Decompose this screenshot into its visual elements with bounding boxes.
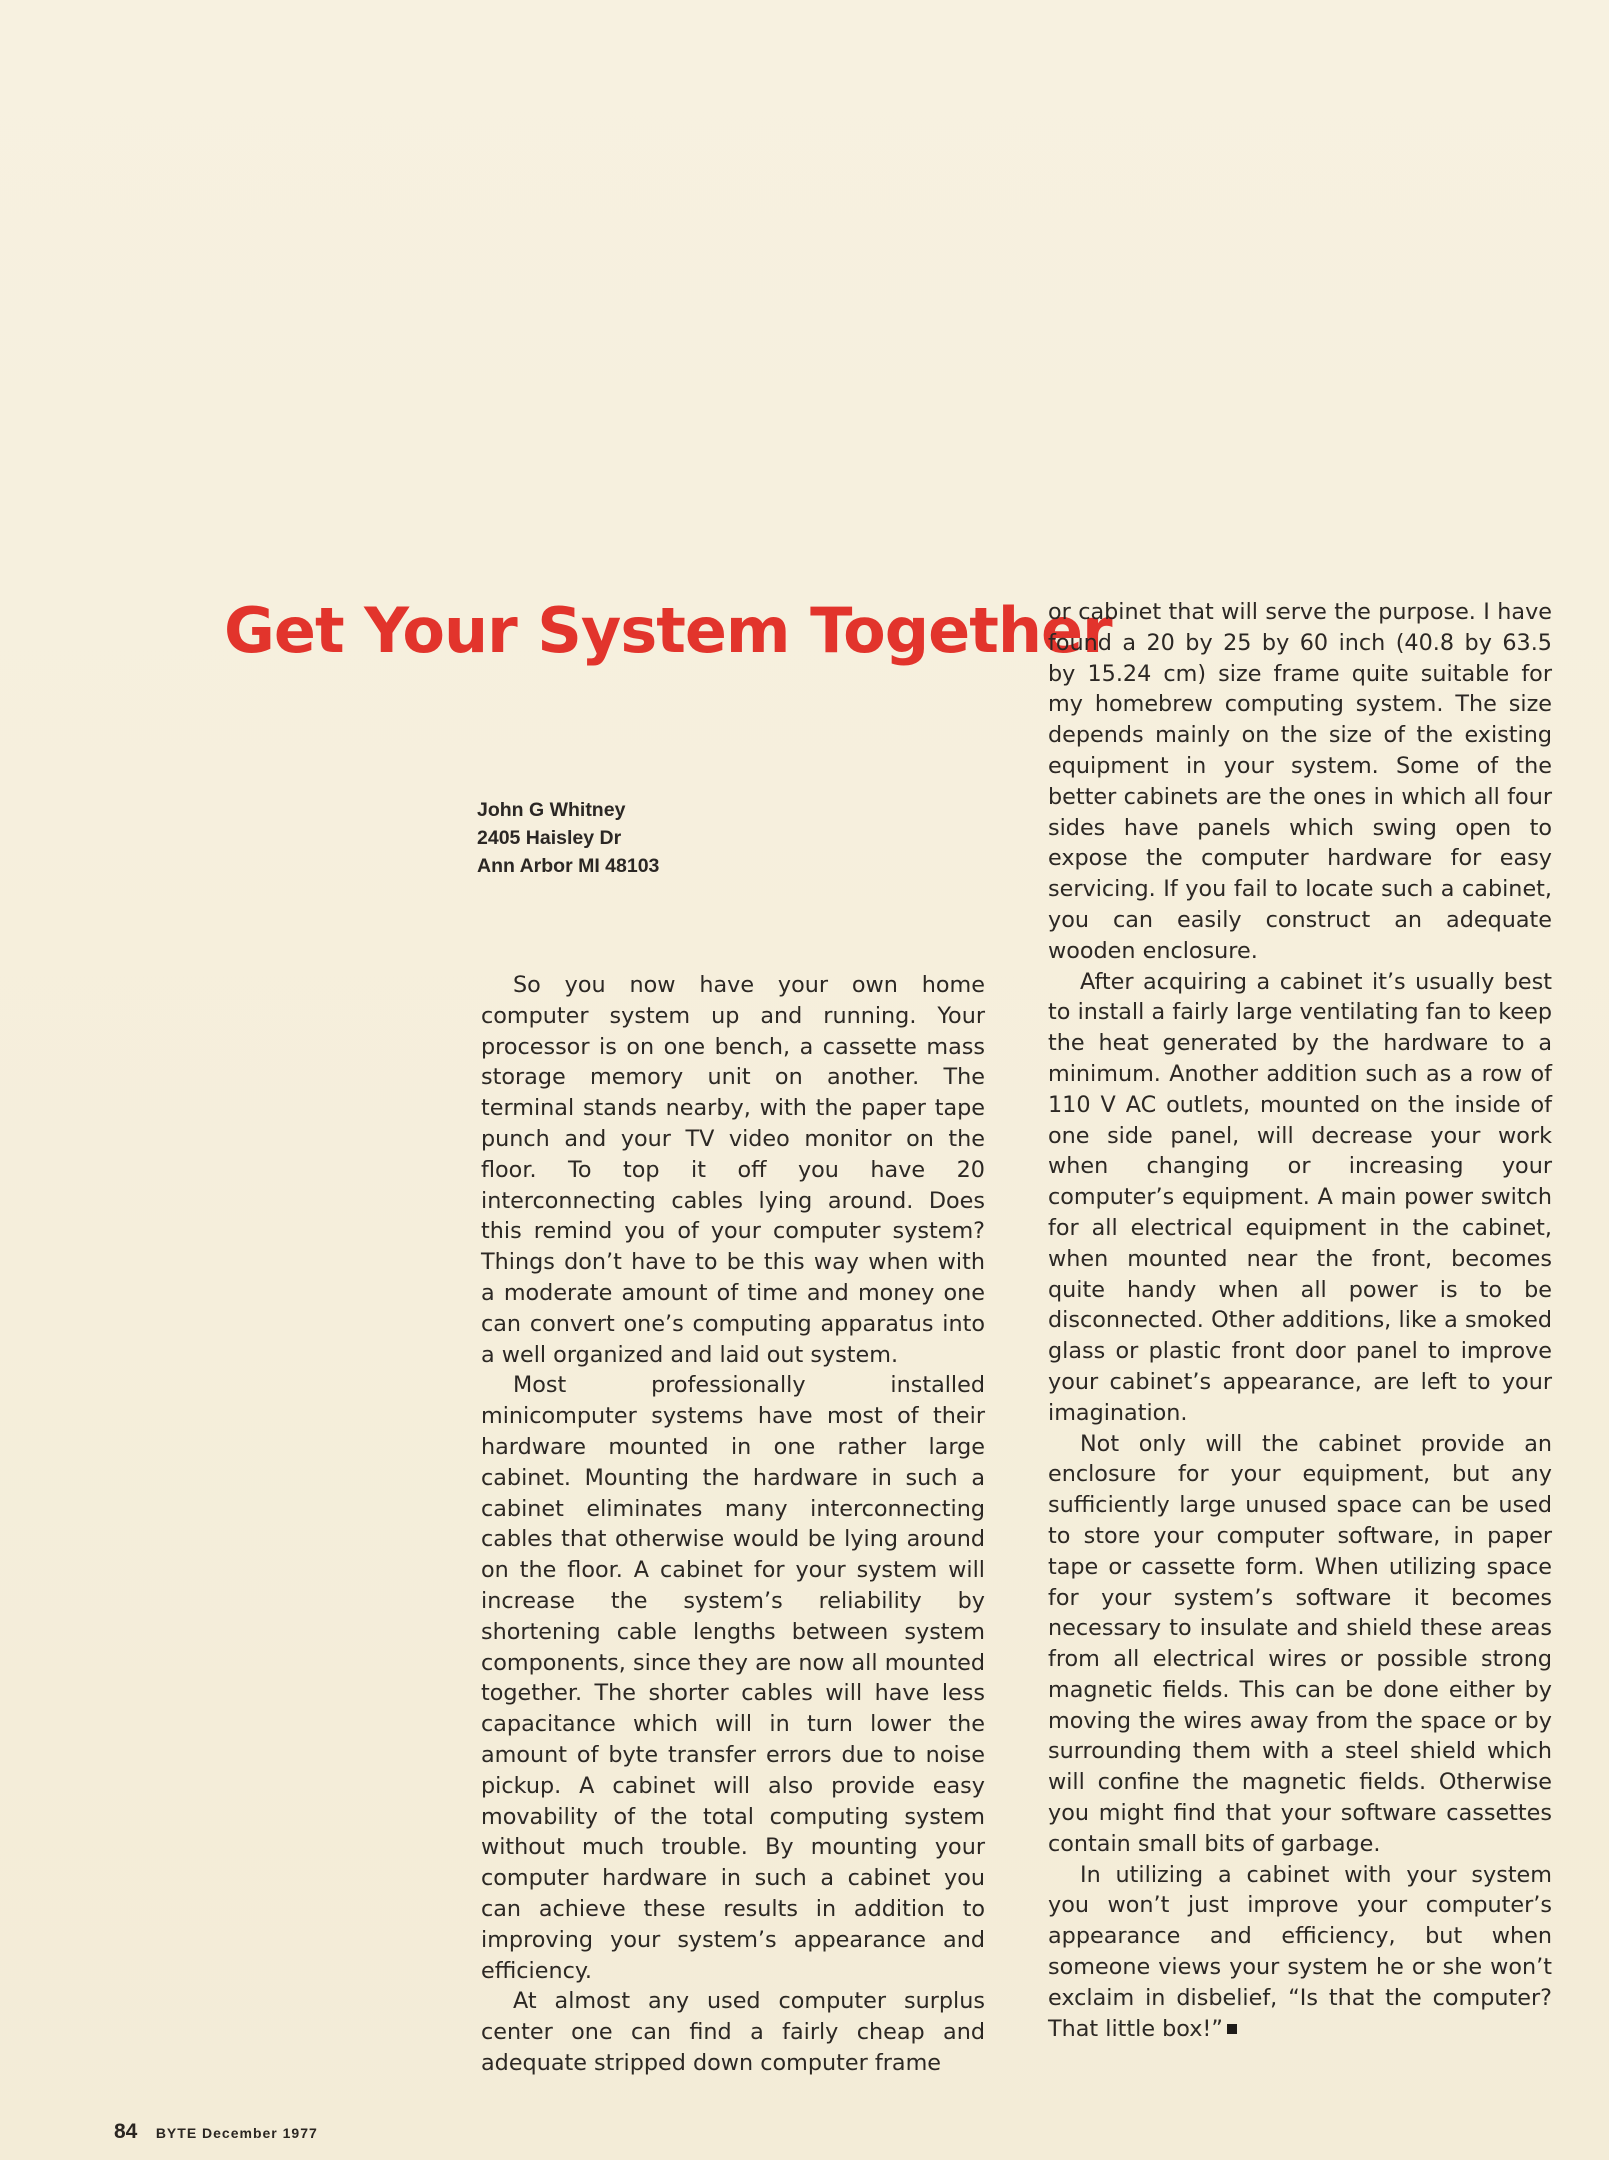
author-city: Ann Arbor MI 48103: [477, 855, 660, 877]
paragraph-ventilation: After acquiring a cabinet it’s usually best to install a fairly large ventilating fan to keep the heat generated by the hardware to a minimum. Another addition such as a row of 110 V AC outlets, mounted on the inside of one side panel, will decrease your work when changing or increasing your computer’s equipment. A main power switch for all electrical equipment in the cabinet, when mounted near the front, becomes quite handy when all power is to be disconnected. Other additions, like a smoked glass or plastic front door panel to improve your cabinet’s appearance, are left to your imagination.: [1048, 968, 1552, 1426]
conclusion-text: In utilizing a cabinet with your system you won’t just improve your computer’s appearance and efficiency, but when someone views your system he or she won’t exclaim in disbelief, “Is that the computer? That little box!”: [1048, 1861, 1552, 2042]
left-column: [481, 970, 985, 2079]
article-title: Get Your System Together: [224, 594, 1112, 667]
page-footer: [114, 2120, 318, 2144]
author-name: John G Whitney: [477, 799, 626, 821]
author-block: [477, 796, 877, 880]
paragraph-cabinet-size: or cabinet that will serve the purpose. I have found a 20 by 25 by 60 inch (40.8 by 63.5 by 15.24 cm) size frame quite suitable for my homebrew computing system. The size depends mainly on the size of the existing equipment in your system. Some of the better cabinets are the ones in which all four sides have panels which swing open to expose the computer hardware for easy servicing. If you fail to locate such a cabinet, you can easily construct an adequate wooden enclosure.: [1048, 599, 1552, 964]
magazine-credit: BYTE December 1977: [155, 2125, 318, 2141]
paragraph-software-storage: Not only will the cabinet provide an enclosure for your equipment, but any sufficiently large unused space can be used to store your computer software, in paper tape or cassette form. When utilizing space for your system’s software it becomes necessary to insulate and shield these areas from all electrical wires or possible strong magnetic fields. This can be done either by moving the wires away from the space or by surrounding them with a steel shield which will confine the magnetic fields. Otherwise you might find that your software cassettes contain small bits of garbage.: [1048, 1430, 1552, 1857]
right-column: [1048, 597, 1552, 2044]
paragraph-intro: So you now have your own home computer system up and running. Your processor is on one bench, a cassette mass storage memory unit on another. The terminal stands nearby, with the paper tape punch and your TV video monitor on the floor. To top it off you have 20 interconnecting cables lying around. Does this remind you of your computer system? Things don’t have to be this way when with a moderate amount of time and money one can convert one’s computing apparatus into a well organized and laid out system.: [481, 972, 985, 1368]
page-number: 84: [114, 2120, 138, 2143]
author-street: 2405 Haisley Dr: [477, 827, 622, 849]
paragraph-minicomputer: Most professionally installed minicomputer systems have most of their hardware mounted in one rather large cabinet. Mounting the hardware in such a cabinet eliminates many interconnecting cables that otherwise would be lying around on the floor. A cabinet for your system will increase the system’s reliability by shortening cable lengths between system components, since they are now all mounted together. The shorter cables will have less capacitance which will in turn lower the amount of byte transfer errors due to noise pickup. A cabinet will also provide easy movability of the total computing system without much trouble. By mounting your computer hardware in such a cabinet you can achieve these results in addition to improving your system’s appearance and efficiency.: [481, 1372, 985, 1984]
paragraph-conclusion: [1048, 1860, 1552, 2045]
end-mark-icon: [1227, 2024, 1237, 2034]
paragraph-surplus: At almost any used computer surplus center one can find a fairly cheap and adequate stripped down computer frame: [481, 1988, 985, 2076]
